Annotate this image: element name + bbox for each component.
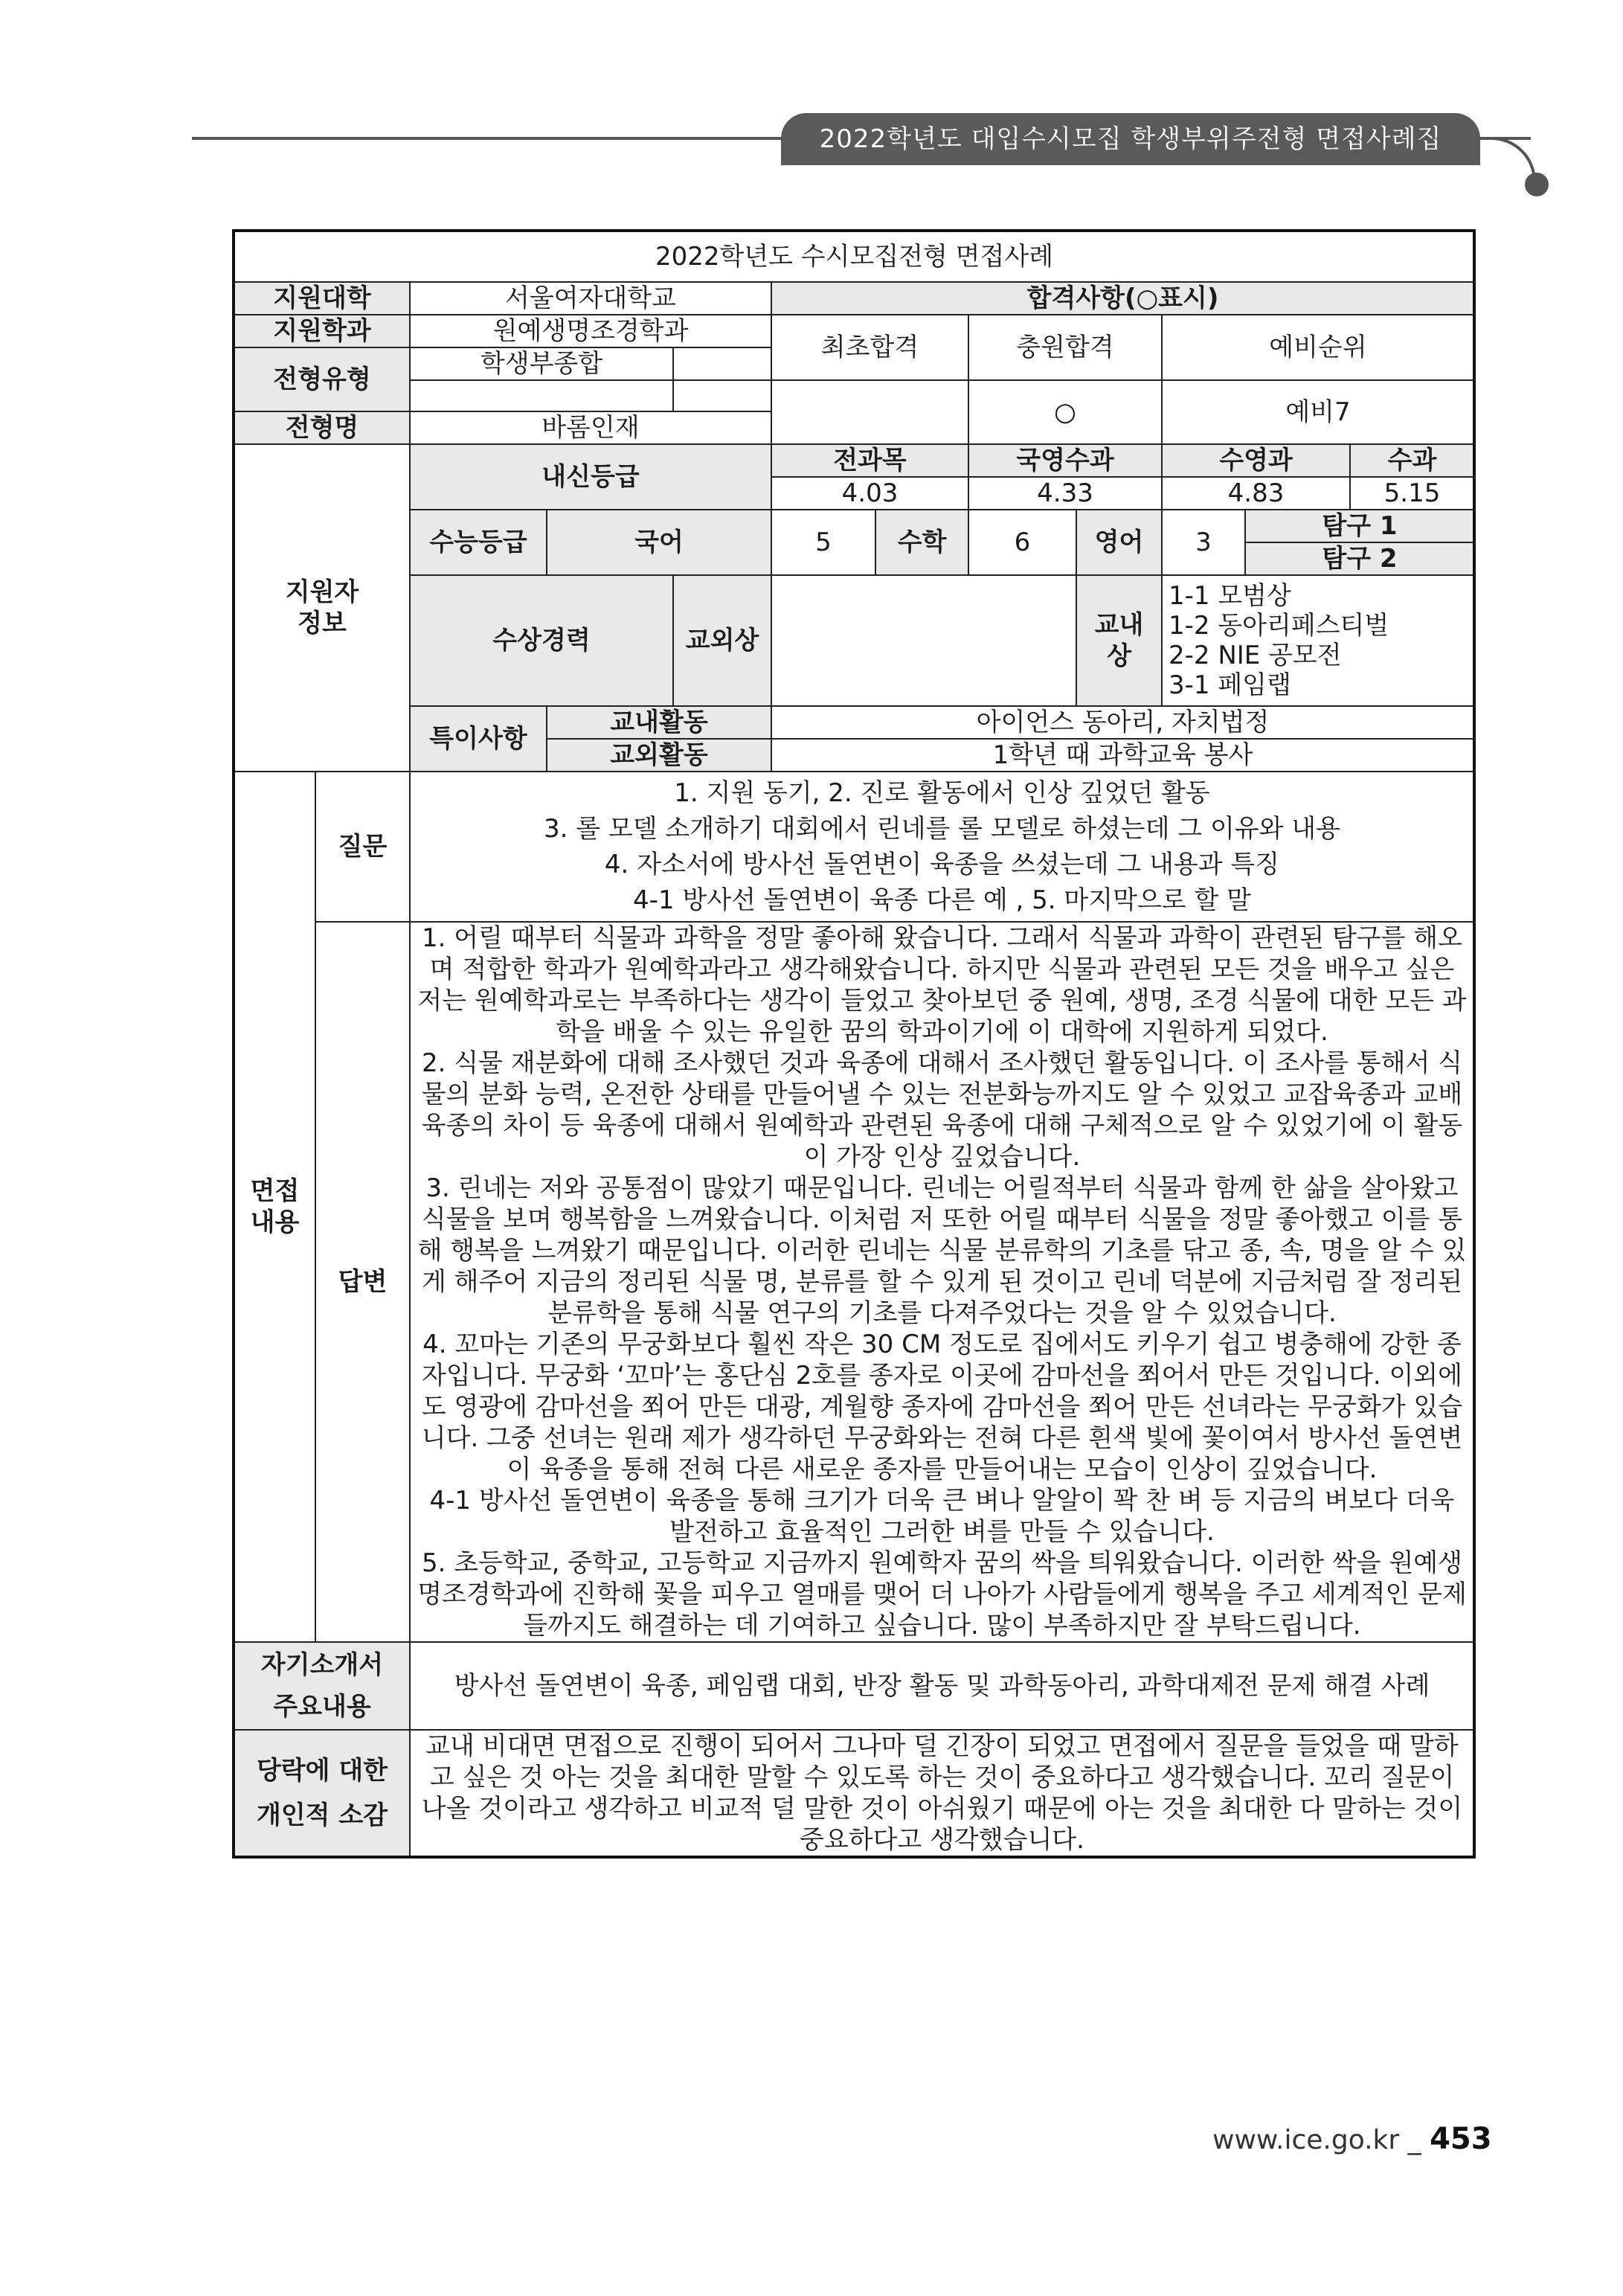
- interview-form-table: [232, 229, 1476, 1859]
- result-waitlist-value: 예비7: [1162, 380, 1474, 444]
- gpa-value-ms: 5.15: [1350, 477, 1474, 510]
- gpa-header-kems: 국영수과: [968, 444, 1162, 477]
- awards-external-label: 교외상: [673, 575, 771, 706]
- awards-external-value: [771, 575, 1076, 706]
- header-dot: [1525, 173, 1549, 196]
- answer-paragraph: 3. 린네는 저와 공통점이 많았기 때문입니다. 린네는 어릴적부터 식물과 함께 한 삶을 살아왔고 식물을 보며 행복함을 느껴왔습니다. 이처럼 저 또한 어릴 때부터 식물을 정말 좋아했고 이를 통해 행복을 느껴왔기 때문입니다. 이러한 린네는 식물 분류학의 기초를 닦고 종, 속, 명을 알 수 있게 해주어 지금의 정리된 식물 명, 분류를 할 수 있게 된 것이고 린네 덕분에 지금처럼 잘 정리된 분류학을 통해 식물 연구의 기초를 다져주었다는 것을 알 수 있었습니다.: [417, 1173, 1467, 1328]
- awards-label: 수상경력: [410, 575, 673, 706]
- answer-paragraph: 2. 식물 재분화에 대해 조사했던 것과 육종에 대해서 조사했던 활동입니다. 이 조사를 통해서 식물의 분화 능력, 온전한 상태를 만들어낼 수 있는 전분화능까지도 알 수 있었고 교잡육종과 교배육종의 차이 등 육종에 대해서 원예학과 관련된 육종에 대해 구체적으로 알 수 있었기에 이 활동이 가장 인상 깊었습니다.: [421, 1048, 1463, 1172]
- in-school-label: 교내활동: [547, 706, 771, 739]
- gpa-header-all: 전과목: [771, 444, 968, 477]
- essay-content: 방사선 돌연변이 육종, 페임랩 대회, 반장 활동 및 과학동아리, 과학대제전 문제 해결 사례: [410, 1642, 1474, 1730]
- reflection-label: 당락에 대한 개인적 소감: [234, 1730, 410, 1857]
- answer-paragraph: 4-1 방사선 돌연변이 육종을 통해 크기가 더욱 큰 벼나 알알이 꽉 찬 벼 등 지금의 벼보다 더욱 발전하고 효율적인 그러한 벼를 만들 수 있습니다.: [429, 1486, 1455, 1547]
- gpa-label: 내신등급: [410, 444, 771, 510]
- result-header: 합격사항(○표시): [771, 282, 1474, 315]
- admission-type-value: 학생부종합: [410, 347, 673, 380]
- admission-type-label: 전형유형: [234, 347, 410, 411]
- csat-english-label: 영어: [1076, 510, 1162, 575]
- question-item: 1. 지원 동기, 2. 진로 활동에서 인상 깊었던 활동: [674, 778, 1210, 808]
- answer-list: [410, 922, 1474, 1642]
- gpa-header-ms: 수과: [1350, 444, 1474, 477]
- award-item: 1-1 모범상: [1169, 581, 1291, 611]
- footer-url: www.ice.go.kr _: [1212, 2125, 1430, 2155]
- csat-inquiry2-label: 탐구 2: [1245, 542, 1474, 575]
- form-title: 2022학년도 수시모집전형 면접사례: [234, 231, 1474, 282]
- department-label: 지원학과: [234, 315, 410, 347]
- out-school-value: 1학년 때 과학교육 봉사: [771, 739, 1474, 772]
- answer-paragraph: 1. 어릴 때부터 식물과 과학을 정말 좋아해 왔습니다. 그래서 식물과 과학이 관련된 탐구를 해오며 적합한 학과가 원예학과라고 생각해왔습니다. 하지만 식물과 관련된 모든 것을 배우고 싶은 저는 원예학과로는 부족하다는 생각이 들었고 찾아보던 중 원예, 생명, 조경 식물에 대한 모든 과학을 배울 수 있는 유일한 꿈의 학과이기에 이 대학에 지원하게 되었다.: [417, 923, 1467, 1047]
- essay-label: 자기소개서 주요내용: [234, 1642, 410, 1730]
- csat-english-value: 3: [1162, 510, 1245, 575]
- award-item: 3-1 페임랩: [1169, 670, 1291, 700]
- csat-inquiry1-label: 탐구 1: [1245, 510, 1474, 542]
- department-value: 원예생명조경학과: [410, 315, 771, 347]
- admission-type-blank-3: [673, 380, 771, 411]
- result-waitlist-label: 예비순위: [1162, 315, 1474, 380]
- university-value: 서울여자대학교: [410, 282, 771, 315]
- question-item: 3. 롤 모델 소개하기 대회에서 린네를 롤 모델로 하셨는데 그 이유와 내용: [544, 814, 1340, 844]
- gpa-value-all: 4.03: [771, 477, 968, 510]
- question-label: 질문: [315, 772, 410, 922]
- answer-label: 답변: [315, 922, 410, 1642]
- admission-name-label: 전형명: [234, 411, 410, 444]
- out-school-label: 교외활동: [547, 739, 771, 772]
- awards-internal-label: 교내상: [1076, 575, 1162, 706]
- question-item: 4. 자소서에 방사선 돌연변이 육종을 쓰셨는데 그 내용과 특징: [604, 850, 1280, 879]
- csat-label: 수능등급: [410, 510, 547, 575]
- special-label: 특이사항: [410, 706, 547, 772]
- footer: [1212, 2122, 1492, 2156]
- page-number: 453: [1430, 2122, 1492, 2156]
- awards-internal-list: [1162, 575, 1474, 706]
- gpa-header-mes: 수영과: [1162, 444, 1350, 477]
- university-label: 지원대학: [234, 282, 410, 315]
- admission-name-value: 바롬인재: [410, 411, 771, 444]
- csat-math-value: 6: [968, 510, 1076, 575]
- result-additional-mark: ○: [968, 380, 1162, 444]
- award-item: 2-2 NIE 공모전: [1169, 641, 1342, 670]
- result-additional-label: 충원합격: [968, 315, 1162, 380]
- answer-paragraph: 5. 초등학교, 중학교, 고등학교 지금까지 원예학자 꿈의 싹을 틔워왔습니다. 이러한 싹을 원예생명조경학과에 진학해 꽃을 피우고 열매를 맺어 더 나아가 사람들에게 행복을 주고 세계적인 문제들까지도 해결하는 데 기여하고 싶습니다. 많이 부족하지만 잘 부탁드립니다.: [417, 1548, 1467, 1641]
- answer-paragraph: 4. 꼬마는 기존의 무궁화보다 훨씬 작은 30 CM 정도로 집에서도 키우기 쉽고 병충해에 강한 종자입니다. 무궁화 ‘꼬마’는 홍단심 2호를 종자로 이곳에 감마선을 쬐어서 만든 것입니다. 이외에도 영광에 감마선을 쬐어 만든 대광, 계월향 종자에 감마선을 쬐어 만든 선녀라는 무궁화가 있습니다. 그중 선녀는 원래 제가 생각하던 무궁화와는 전혀 다른 흰색 빛에 꽃이여서 방사선 돌연변이 육종을 통해 전혀 다른 새로운 종자를 만들어내는 모습이 인상이 깊었습니다.: [421, 1330, 1463, 1484]
- gpa-value-mes: 4.83: [1162, 477, 1350, 510]
- question-list: [410, 772, 1474, 922]
- info-section-label: 지원자 정보: [234, 444, 410, 772]
- admission-type-blank-1: [673, 347, 771, 380]
- header-title: 2022학년도 대입수시모집 학생부위주전형 면접사례집: [781, 113, 1480, 165]
- reflection-content: 교내 비대면 면접으로 진행이 되어서 그나마 덜 긴장이 되었고 면접에서 질문을 들었을 때 말하고 싶은 것 아는 것을 최대한 말할 수 있도록 하는 것이 중요하다고 생각했습니다. 꼬리 질문이 나올 것이라고 생각하고 비교적 덜 말한 것이 아쉬웠기 때문에 아는 것을 최대한 다 말하는 것이 중요하다고 생각했습니다.: [410, 1730, 1474, 1857]
- result-first-label: 최초합격: [771, 315, 968, 380]
- question-item: 4-1 방사선 돌연변이 육종 다른 예 , 5. 마지막으로 할 말: [633, 885, 1251, 915]
- csat-korean-label: 국어: [547, 510, 771, 575]
- csat-korean-value: 5: [771, 510, 875, 575]
- result-first-mark: [771, 380, 968, 444]
- interview-section-label: 면접 내용: [234, 772, 315, 1642]
- csat-math-label: 수학: [875, 510, 968, 575]
- in-school-value: 아이언스 동아리, 자치법정: [771, 706, 1474, 739]
- gpa-value-kems: 4.33: [968, 477, 1162, 510]
- award-item: 1-2 동아리페스티벌: [1169, 611, 1389, 641]
- admission-type-blank-2: [410, 380, 673, 411]
